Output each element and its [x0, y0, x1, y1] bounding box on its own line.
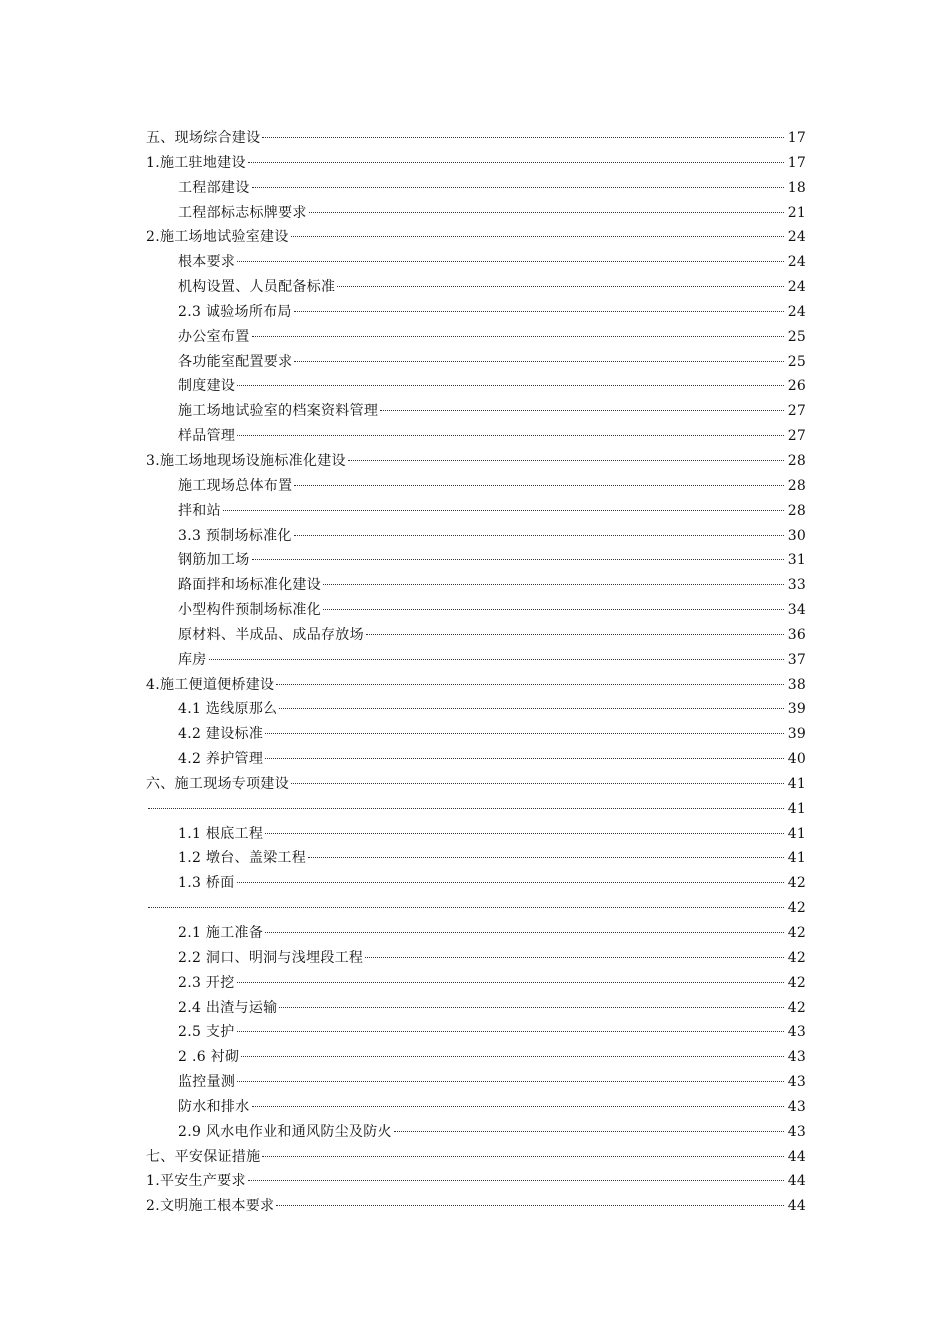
toc-entry-title: 3.施工场地现场设施标准化建设 — [146, 452, 346, 469]
toc-entry-page-number: 25 — [787, 328, 806, 345]
toc-entry-title: 监控量测 — [178, 1074, 236, 1091]
toc-entry-page-number: 41 — [787, 825, 806, 842]
toc-entry[interactable] — [146, 548, 806, 573]
toc-entry-title: 2.3 诚验场所布局 — [178, 303, 292, 320]
toc-dot-leader — [237, 1081, 784, 1082]
toc-entry-page-number: 34 — [787, 602, 806, 619]
toc-entry-title: 2.文明施工根本要求 — [146, 1198, 275, 1215]
toc-entry-page-number: 41 — [787, 775, 806, 792]
toc-entry-title: 工程部标志标牌要求 — [178, 204, 307, 221]
toc-entry-title: 4.2 养护管理 — [178, 751, 264, 768]
toc-entry-page-number: 42 — [787, 999, 806, 1016]
toc-dot-leader — [252, 559, 785, 560]
toc-entry-page-number: 39 — [787, 701, 806, 718]
toc-entry[interactable] — [146, 1194, 806, 1219]
toc-entry-title: 小型构件预制场标准化 — [178, 602, 321, 619]
toc-entry[interactable] — [146, 971, 806, 996]
toc-entry[interactable] — [146, 176, 806, 201]
toc-entry-title: 1.平安生产要求 — [146, 1173, 246, 1190]
toc-entry-title: 2.9 风水电作业和通风防尘及防火 — [178, 1123, 392, 1140]
toc-entry-page-number: 28 — [787, 452, 806, 469]
toc-entry[interactable] — [146, 871, 806, 896]
toc-dot-leader — [148, 907, 784, 908]
toc-entry-title: 五、现场综合建设 — [146, 130, 261, 146]
toc-entry-page-number: 17 — [787, 130, 806, 146]
toc-dot-leader — [365, 957, 784, 958]
toc-entry[interactable] — [146, 722, 806, 747]
toc-dot-leader — [291, 236, 784, 237]
toc-dot-leader — [237, 982, 784, 983]
toc-entry-page-number: 28 — [787, 477, 806, 494]
toc-entry-page-number: 44 — [787, 1198, 806, 1215]
toc-entry-page-number: 24 — [787, 279, 806, 296]
toc-dot-leader — [323, 584, 784, 585]
toc-dot-leader — [394, 1131, 784, 1132]
toc-dot-leader — [237, 1031, 784, 1032]
toc-entry[interactable] — [146, 1095, 806, 1120]
toc-entry[interactable] — [146, 822, 806, 847]
toc-entry-page-number: 37 — [787, 651, 806, 668]
toc-entry-page-number: 27 — [787, 403, 806, 420]
toc-entry-page-number: 42 — [787, 900, 806, 917]
toc-entry[interactable] — [146, 325, 806, 350]
toc-entry[interactable] — [146, 921, 806, 946]
toc-dot-leader — [252, 187, 785, 188]
toc-entry-page-number: 31 — [787, 552, 806, 569]
toc-dot-leader — [262, 1156, 784, 1157]
toc-entry-page-number: 44 — [787, 1148, 806, 1165]
toc-entry-page-number: 18 — [787, 179, 806, 196]
toc-entry-page-number: 25 — [787, 353, 806, 370]
toc-entry[interactable] — [146, 300, 806, 325]
toc-dot-leader — [248, 162, 784, 163]
toc-entry-page-number: 24 — [787, 254, 806, 271]
toc-entry-page-number: 40 — [787, 751, 806, 768]
toc-dot-leader — [237, 261, 784, 262]
toc-entry[interactable] — [146, 201, 806, 226]
toc-dot-leader — [237, 385, 784, 386]
toc-entry-title: 钢筋加工场 — [178, 552, 250, 569]
toc-entry-page-number: 24 — [787, 303, 806, 320]
toc-entry-title: 库房 — [178, 651, 207, 668]
toc-entry-title: 施工现场总体布置 — [178, 477, 293, 494]
toc-dot-leader — [265, 833, 784, 834]
toc-entry-title: 2.2 洞口、明洞与浅埋段工程 — [178, 949, 364, 966]
toc-dot-leader — [262, 137, 784, 138]
toc-entry-title: 各功能室配置要求 — [178, 353, 293, 370]
toc-dot-leader — [294, 535, 784, 536]
toc-entry-title: 样品管理 — [178, 428, 236, 445]
toc-entry[interactable] — [146, 399, 806, 424]
toc-entry-title: 2.5 支护 — [178, 1024, 235, 1041]
toc-dot-leader — [294, 311, 784, 312]
toc-dot-leader — [291, 783, 784, 784]
toc-entry-title: 七、平安保证措施 — [146, 1148, 261, 1165]
toc-dot-leader — [309, 212, 784, 213]
toc-entry[interactable] — [146, 896, 806, 921]
toc-entry-title: 制度建设 — [178, 378, 236, 395]
toc-entry-page-number: 43 — [787, 1024, 806, 1041]
toc-entry-title: 3.3 预制场标准化 — [178, 527, 292, 544]
toc-entry-page-number: 26 — [787, 378, 806, 395]
toc-entry[interactable] — [146, 946, 806, 971]
toc-entry-page-number: 28 — [787, 502, 806, 519]
toc-entry[interactable] — [146, 374, 806, 399]
toc-entry[interactable] — [146, 524, 806, 549]
toc-entry[interactable] — [146, 846, 806, 871]
toc-entry-title: 1.施工驻地建设 — [146, 154, 246, 171]
toc-dot-leader — [279, 1007, 784, 1008]
toc-dot-leader — [276, 1205, 784, 1206]
toc-dot-leader — [248, 1180, 784, 1181]
toc-entry-page-number: 21 — [787, 204, 806, 221]
toc-entry-page-number: 42 — [787, 949, 806, 966]
toc-entry[interactable] — [146, 474, 806, 499]
toc-entry-title: 防水和排水 — [178, 1098, 250, 1115]
toc-entry[interactable] — [146, 225, 806, 250]
toc-dot-leader — [237, 435, 784, 436]
toc-entry-title: 4.1 选线原那么 — [178, 701, 278, 718]
toc-dot-leader — [252, 1106, 785, 1107]
toc-entry-title: 原材料、半成品、成品存放场 — [178, 626, 364, 643]
toc-entry-title: 办公室布置 — [178, 328, 250, 345]
toc-entry-title: 4.施工便道便桥建设 — [146, 676, 275, 693]
toc-dot-leader — [380, 410, 784, 411]
toc-dot-leader — [237, 882, 784, 883]
toc-entry[interactable] — [146, 250, 806, 275]
toc-entry-title: 六、施工现场专项建设 — [146, 775, 289, 792]
toc-entry-page-number: 33 — [787, 577, 806, 594]
toc-entry[interactable] — [146, 772, 806, 797]
toc-entry[interactable] — [146, 598, 806, 623]
toc-entry[interactable] — [146, 573, 806, 598]
toc-entry-title: 1.2 墩台、盖梁工程 — [178, 850, 307, 867]
toc-entry-page-number: 36 — [787, 626, 806, 643]
toc-entry-page-number: 43 — [787, 1123, 806, 1140]
toc-entry-page-number: 38 — [787, 676, 806, 693]
toc-dot-leader — [241, 1056, 784, 1057]
toc-entry-page-number: 42 — [787, 974, 806, 991]
toc-dot-leader — [252, 336, 785, 337]
toc-entry[interactable] — [146, 275, 806, 300]
toc-entry-title: 2.3 开挖 — [178, 974, 235, 991]
toc-dot-leader — [265, 758, 784, 759]
toc-entry[interactable] — [146, 1020, 806, 1045]
toc-entry-page-number: 41 — [787, 800, 806, 817]
toc-dot-leader — [279, 708, 784, 709]
toc-entry[interactable] — [146, 996, 806, 1021]
toc-entry-page-number: 42 — [787, 925, 806, 941]
toc-entry-page-number: 30 — [787, 527, 806, 544]
toc-entry[interactable] — [146, 1145, 806, 1170]
toc-entry[interactable] — [146, 449, 806, 474]
toc-dot-leader — [265, 932, 784, 933]
toc-dot-leader — [223, 510, 784, 511]
toc-entry[interactable] — [146, 673, 806, 698]
toc-entry-title: 机构设置、人员配备标准 — [178, 279, 336, 296]
toc-entry[interactable] — [146, 648, 806, 673]
toc-entry[interactable] — [146, 350, 806, 375]
toc-entry[interactable] — [146, 126, 806, 151]
toc-dot-leader — [308, 857, 784, 858]
toc-entry-title: 根本要求 — [178, 254, 236, 271]
toc-entry-page-number: 44 — [787, 1173, 806, 1190]
toc-entry-page-number: 41 — [787, 850, 806, 867]
toc-entry-page-number: 43 — [787, 1098, 806, 1115]
toc-entry[interactable] — [146, 151, 806, 176]
toc-dot-leader — [323, 609, 784, 610]
toc-dot-leader — [148, 808, 784, 809]
toc-entry[interactable] — [146, 623, 806, 648]
toc-dot-leader — [348, 460, 784, 461]
toc-dot-leader — [265, 733, 784, 734]
toc-dot-leader — [294, 361, 784, 362]
toc-entry[interactable] — [146, 1070, 806, 1095]
toc-entry-title: 1.1 根底工程 — [178, 825, 264, 842]
toc-entry-title: 2.1 施工准备 — [178, 925, 264, 941]
toc-entry-page-number: 24 — [787, 229, 806, 246]
toc-entry-title: 1.3 桥面 — [178, 875, 235, 892]
toc-entry-page-number: 17 — [787, 154, 806, 171]
toc-entry[interactable] — [146, 1045, 806, 1070]
toc-entry[interactable] — [146, 1120, 806, 1145]
toc-entry[interactable] — [146, 424, 806, 449]
toc-dot-leader — [209, 659, 784, 660]
toc-entry-title: 施工场地试验室的档案资料管理 — [178, 403, 379, 420]
toc-dot-leader — [366, 634, 784, 635]
toc-entry-title: 工程部建设 — [178, 179, 250, 196]
toc-entry-page-number: 43 — [787, 1074, 806, 1091]
toc-entry[interactable] — [146, 1169, 806, 1194]
toc-entry-title: 2.施工场地试验室建设 — [146, 229, 289, 246]
toc-entry-title: 2.4 出渣与运输 — [178, 999, 278, 1016]
toc-entry[interactable] — [146, 797, 806, 822]
toc-dot-leader — [294, 485, 784, 486]
toc-entry[interactable] — [146, 697, 806, 722]
toc-entry-title: 拌和站 — [178, 502, 221, 519]
toc-entry-title: 4.2 建设标准 — [178, 726, 264, 743]
toc-entry-title: 路面拌和场标准化建设 — [178, 577, 321, 594]
toc-entry-page-number: 39 — [787, 726, 806, 743]
toc-entry-page-number: 42 — [787, 875, 806, 892]
toc-entry[interactable] — [146, 499, 806, 524]
toc-entry-page-number: 27 — [787, 428, 806, 445]
toc-dot-leader — [276, 684, 784, 685]
toc-dot-leader — [337, 286, 784, 287]
toc-entry[interactable] — [146, 747, 806, 772]
table-of-contents — [146, 126, 806, 1219]
toc-entry-title: 2 .6 衬砌 — [178, 1049, 240, 1066]
toc-entry-page-number: 43 — [787, 1049, 806, 1066]
